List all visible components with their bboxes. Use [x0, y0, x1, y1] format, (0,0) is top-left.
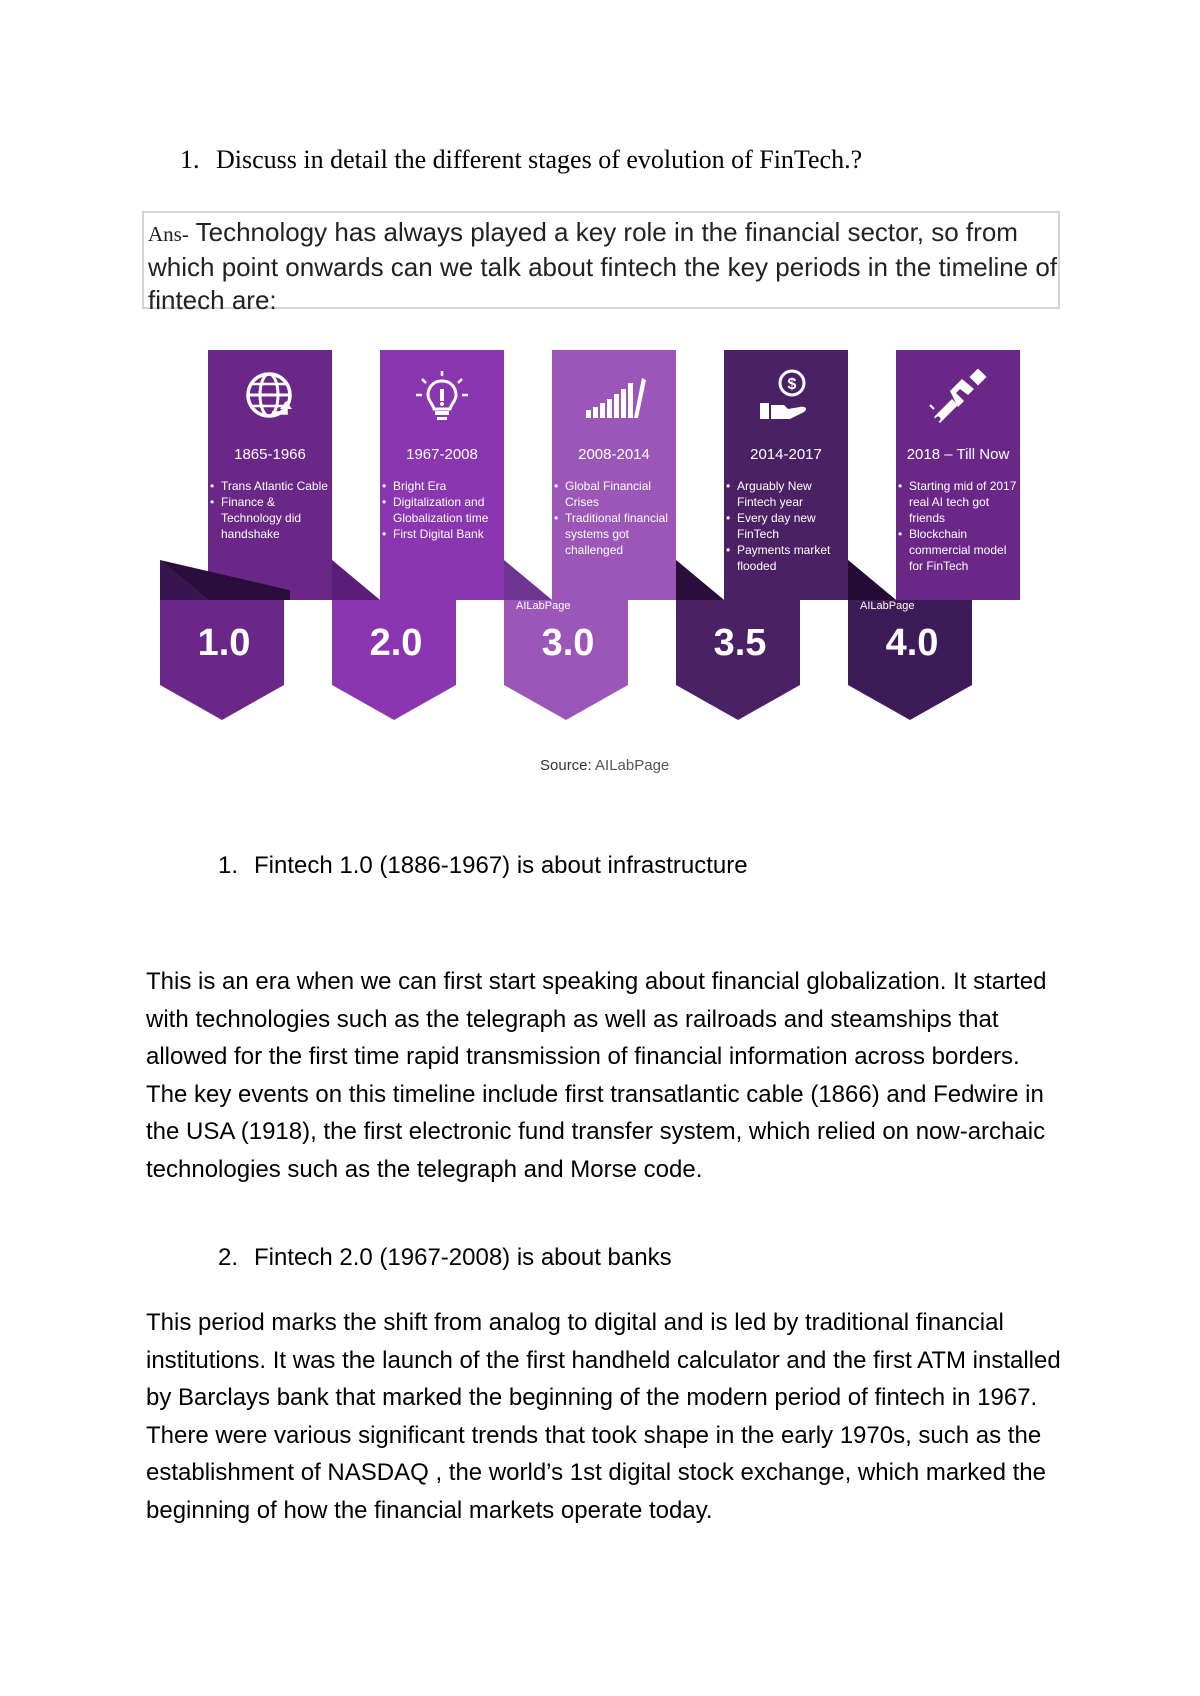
stage-1-bullets	[208, 478, 332, 542]
stage-3-watermark: AILabPage	[516, 600, 571, 612]
stage-5-watermark: AILabPage	[860, 600, 915, 612]
stage-1-bullet: • Finance & Technology did handshake	[208, 494, 332, 542]
fintech-evolution-infographic	[160, 340, 1040, 780]
stage-4-period: 2014-2017	[750, 446, 822, 463]
stage-5-version: 4.0	[885, 622, 939, 664]
question-text: Discuss in detail the different stages of evolution of FinTech.?	[216, 145, 863, 174]
answer-prefix: Ans-	[148, 222, 189, 246]
svg-text:$: $	[787, 376, 797, 393]
answer-text: Technology has always played a key role in the financial sector, so from which point onwards can we talk about fintech the key periods in the timeline of fintech are:	[148, 217, 1058, 315]
globe-icon	[208, 364, 332, 430]
question	[180, 145, 862, 175]
source-label: Source:	[540, 757, 592, 774]
question-number: 1.	[180, 145, 200, 174]
stage-4-bullet: • Payments market flooded	[724, 542, 848, 574]
stage-2-bullet: • First Digital Bank	[380, 526, 504, 542]
lightbulb-icon	[380, 364, 504, 430]
section-2-heading	[218, 1244, 672, 1272]
stage-2-period: 1967-2008	[406, 446, 478, 463]
stage-4-version: 3.5	[713, 622, 767, 664]
source-name: AILabPage	[595, 757, 670, 774]
section-1-heading	[218, 852, 748, 880]
stage-2-version: 2.0	[369, 622, 423, 664]
hand-coin-icon	[724, 364, 848, 430]
stage-1-bullet: • Trans Atlantic Cable	[208, 478, 332, 494]
section-2-paragraph: This period marks the shift from analog to digital and is led by traditional financial institutions. It was the launch of the first handheld calculator and the first ATM installed by Barclays bank that marked the beginning of the modern period of fintech in 1967. There were various significant trends that took shape in the early 1970s, such as the establishment of NASDAQ , the world’s 1st digital stock exchange, which marked the beginning of how the financial markets operate today.	[146, 1309, 1061, 1524]
stage-5-bullet: • Starting mid of 2017 real AI tech got friends	[896, 478, 1020, 526]
stage-3-bullet: • Traditional financial systems got challenged	[552, 510, 676, 558]
section-1-title: Fintech 1.0 (1886-1967) is about infrastructure	[254, 852, 748, 879]
stage-4-bullet: • Arguably New Fintech year	[724, 478, 848, 510]
answer-box	[142, 211, 1060, 315]
section-1-paragraph: This is an era when we can first start speaking about financial globalization. It started with technologies such as the telegraph as well as railroads and steamships that allowed for the first time rapid transmission of financial information across borders. The key events on this timeline include first transatlantic cable (1866) and Fedwire in the USA (1918), the first electronic fund transfer system, which relied on now-archaic technologies such as the telegraph and Morse code.	[146, 968, 1047, 1183]
stage-1-period: 1865-1966	[234, 446, 306, 463]
stage-5-bullet: • Blockchain commercial model for FinTech	[896, 526, 1020, 574]
stage-5-period: 2018 – Till Now	[906, 446, 1010, 463]
stage-3-version: 3.0	[541, 622, 595, 664]
stage-3-bullet: • Global Financial Crises	[552, 478, 676, 510]
stage-2-bullet: • Bright Era	[380, 478, 504, 494]
stage-4-bullet: • Every day new FinTech	[724, 510, 848, 542]
robot-handshake-icon	[896, 364, 1020, 430]
stage-3-bullets	[552, 478, 676, 558]
stage-3-period: 2008-2014	[578, 446, 650, 463]
section-2-title: Fintech 2.0 (1967-2008) is about banks	[254, 1244, 672, 1271]
stage-2-bullet: • Digitalization and Globalization time	[380, 494, 504, 526]
stage-1-version: 1.0	[197, 622, 251, 664]
section-1-number: 1.	[218, 852, 239, 879]
image-source	[540, 757, 669, 774]
rising-bars-icon	[552, 364, 676, 430]
section-2-number: 2.	[218, 1244, 239, 1271]
stage-2-bullets	[380, 478, 504, 542]
